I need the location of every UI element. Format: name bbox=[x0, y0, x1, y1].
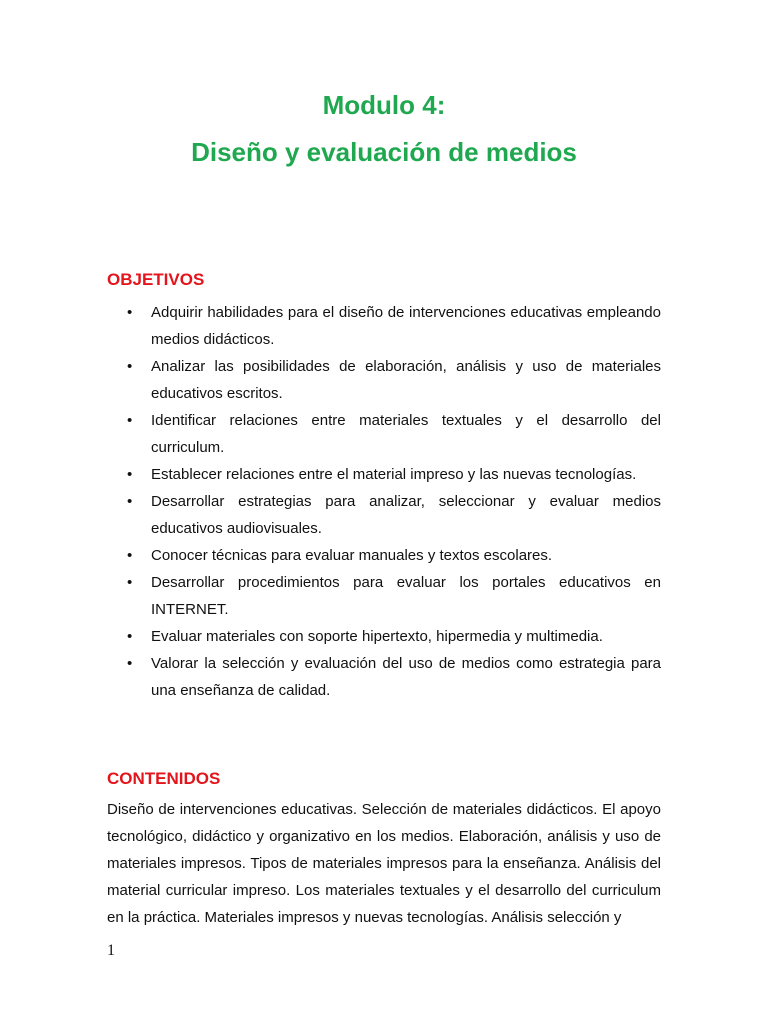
objective-text: Conocer técnicas para evaluar manuales y textos escolares. bbox=[151, 547, 553, 564]
objective-item bbox=[107, 299, 661, 353]
objective-item bbox=[107, 650, 661, 704]
contenidos-paragraph: Diseño de intervenciones educativas. Selección de materiales didácticos. El apoyo tecnológico, didáctico y organizativo en los medios. Elaboración, análisis y uso de materiales impresos. Tipos de materiales impresos para la enseñanza. Análisis del material curricular impreso. Los materiales textuales y el desarrollo del curriculum en la práctica. Materiales impresos y nuevas tecnologías. Análisis selección y bbox=[107, 801, 661, 926]
bullet-icon: • bbox=[127, 358, 133, 375]
objective-text: Desarrollar procedimientos para evaluar los portales educativos en INTERNET. bbox=[151, 574, 661, 618]
objective-item bbox=[107, 569, 661, 623]
objective-text: Identificar relaciones entre materiales textuales y el desarrollo del curriculum. bbox=[151, 412, 661, 456]
bullet-icon: • bbox=[127, 466, 133, 483]
objective-text: Analizar las posibilidades de elaboración, análisis y uso de materiales educativos escritos. bbox=[151, 358, 661, 402]
bullet-icon: • bbox=[127, 574, 133, 591]
contenidos-heading: CONTENIDOS bbox=[107, 769, 221, 788]
bullet-icon: • bbox=[127, 304, 133, 321]
objective-item bbox=[107, 353, 661, 407]
objectives-list bbox=[107, 299, 661, 704]
bullet-icon: • bbox=[127, 493, 133, 510]
objective-text: Adquirir habilidades para el diseño de intervenciones educativas empleando medios didácticos. bbox=[151, 304, 661, 348]
objective-item bbox=[107, 461, 661, 488]
objective-text: Desarrollar estrategias para analizar, seleccionar y evaluar medios educativos audiovisuales. bbox=[151, 493, 661, 537]
module-subtitle: Diseño y evaluación de medios bbox=[191, 137, 577, 167]
module-title: Modulo 4: bbox=[322, 90, 446, 120]
objective-text: Establecer relaciones entre el material impreso y las nuevas tecnologías. bbox=[151, 466, 637, 483]
bullet-icon: • bbox=[127, 628, 133, 645]
objective-item bbox=[107, 407, 661, 461]
objective-item bbox=[107, 488, 661, 542]
bullet-icon: • bbox=[127, 412, 133, 429]
objective-item bbox=[107, 623, 661, 650]
objetivos-heading: OBJETIVOS bbox=[107, 270, 205, 289]
bullet-icon: • bbox=[127, 547, 133, 564]
objective-text: Valorar la selección y evaluación del uso de medios como estrategia para una enseñanza de calidad. bbox=[151, 655, 661, 699]
objective-text: Evaluar materiales con soporte hipertexto, hipermedia y multimedia. bbox=[151, 628, 603, 645]
bullet-icon: • bbox=[127, 655, 133, 672]
objective-item bbox=[107, 542, 661, 569]
page-number: 1 bbox=[107, 942, 115, 959]
